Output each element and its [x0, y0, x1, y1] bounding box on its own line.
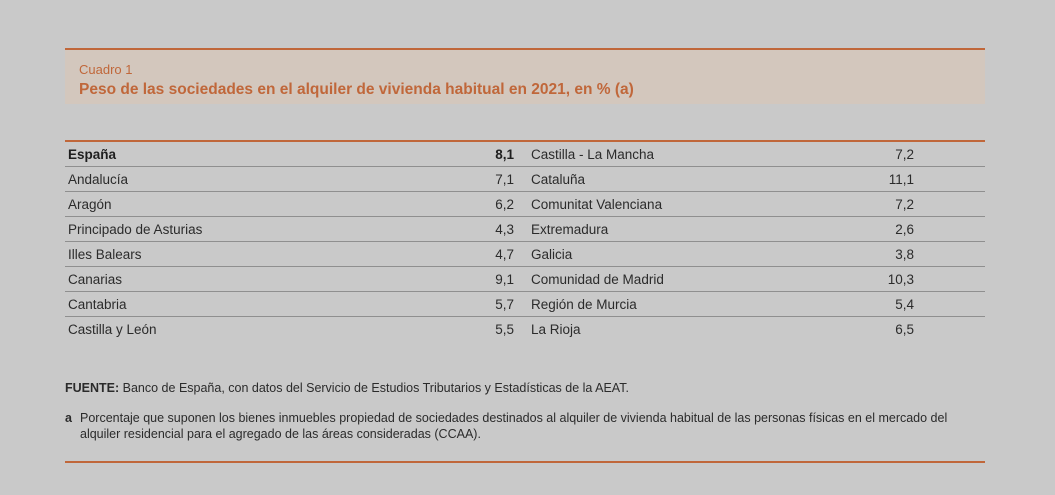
table-row — [65, 167, 528, 192]
region-name: España — [68, 146, 117, 162]
source-note — [65, 380, 985, 396]
footnote-a — [65, 410, 985, 442]
table-row — [65, 192, 528, 217]
region-name: Comunitat Valenciana — [531, 196, 663, 212]
region-name: Principado de Asturias — [68, 221, 203, 237]
region-value: 9,1 — [495, 271, 514, 287]
table-row — [528, 142, 985, 167]
table-row — [528, 292, 985, 317]
region-name: Extremadura — [531, 221, 609, 237]
region-name: Castilla - La Mancha — [531, 146, 655, 162]
table-row — [65, 292, 528, 317]
region-value: 8,1 — [495, 146, 514, 162]
region-value: 4,7 — [495, 246, 514, 262]
region-name: La Rioja — [531, 322, 581, 337]
region-value: 2,6 — [895, 221, 914, 237]
table-row — [65, 142, 528, 167]
table-left-column — [65, 142, 528, 342]
bottom-rule — [65, 461, 985, 463]
table-row — [65, 317, 528, 342]
region-value: 6,2 — [495, 196, 514, 212]
region-name: Región de Murcia — [531, 296, 637, 312]
figure-label: Cuadro 1 — [79, 62, 133, 77]
region-value: 4,3 — [495, 221, 514, 237]
region-value: 10,3 — [887, 271, 914, 287]
footnote-text: Porcentaje que suponen los bienes inmuebles propiedad de sociedades destinados al alquiler de vivienda habitual de las personas físicas en el mercado del alquiler residencial para el agregado de las áreas consideradas (CCAA). — [80, 411, 948, 441]
source-text: Banco de España, con datos del Servicio de Estudios Tributarios y Estadísticas de la AEAT. — [119, 381, 629, 395]
table-row — [528, 317, 985, 342]
region-name: Galicia — [531, 246, 573, 262]
table-row — [528, 167, 985, 192]
region-name: Castilla y León — [68, 322, 157, 337]
region-value: 5,4 — [895, 296, 914, 312]
source-label: FUENTE: — [65, 381, 120, 395]
region-value: 5,5 — [495, 322, 514, 337]
table-row — [528, 217, 985, 242]
table-row — [65, 242, 528, 267]
table-right-column — [528, 142, 985, 342]
table-row — [528, 242, 985, 267]
region-name: Illes Balears — [68, 246, 142, 262]
region-value: 7,2 — [895, 196, 914, 212]
region-name: Canarias — [68, 271, 123, 287]
table-figure — [65, 48, 985, 441]
region-value: 7,2 — [895, 146, 914, 162]
region-value: 3,8 — [895, 246, 914, 262]
region-value: 7,1 — [495, 171, 514, 187]
table-row — [528, 192, 985, 217]
figure-footer — [65, 380, 985, 442]
region-name: Andalucía — [68, 171, 129, 187]
table-row — [65, 217, 528, 242]
footnote-marker: a — [65, 411, 72, 425]
table-row — [65, 267, 528, 292]
region-name: Aragón — [68, 196, 112, 212]
figure-title: Peso de las sociedades en el alquiler de vivienda habitual en 2021, en % (a) — [79, 81, 634, 98]
figure-header — [65, 50, 985, 104]
region-value: 6,5 — [895, 322, 914, 337]
region-name: Cantabria — [68, 296, 127, 312]
region-value: 5,7 — [495, 296, 514, 312]
region-name: Comunidad de Madrid — [531, 271, 664, 287]
table-row — [528, 267, 985, 292]
region-value: 11,1 — [888, 171, 914, 187]
region-name: Cataluña — [531, 171, 586, 187]
data-table — [65, 140, 985, 342]
